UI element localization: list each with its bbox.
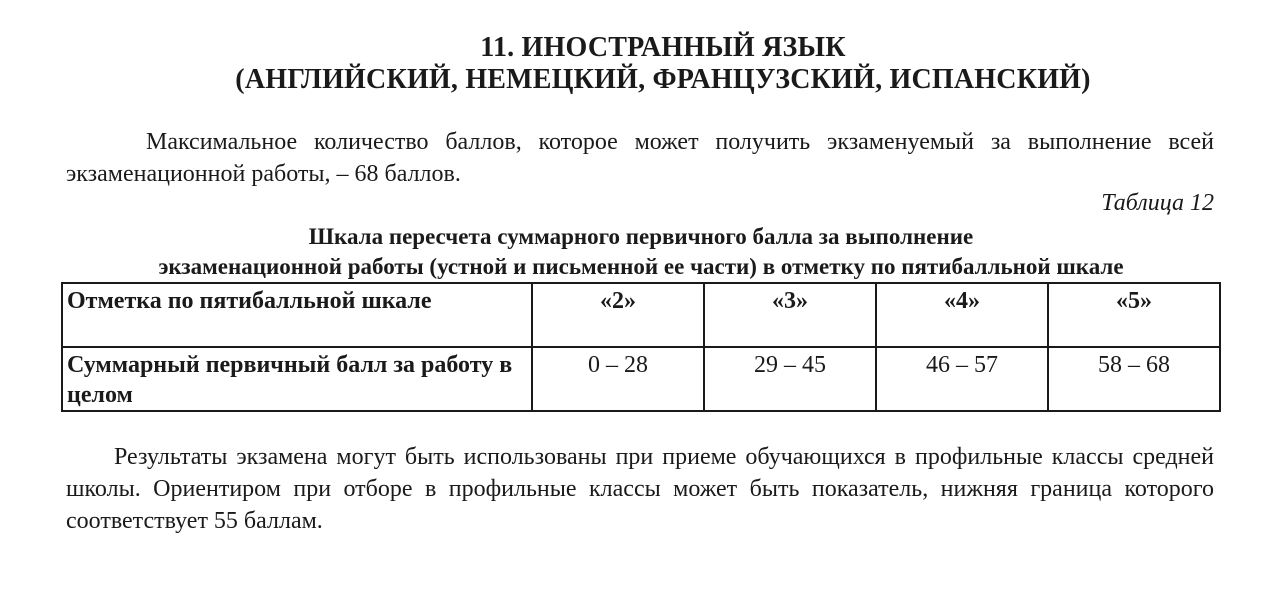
table-number: Таблица 12 <box>1101 190 1214 216</box>
score-range-4: 46 – 57 <box>876 347 1048 411</box>
grade-row-label: Отметка по пятибалльной шкале <box>62 283 532 347</box>
max-score-paragraph: Максимальное количество баллов, которое может получить экзаменуемый за выполнение всей экзаменационной работы, – 68 баллов. <box>66 129 1214 187</box>
score-row-label: Суммарный первичный балл за работу в целом <box>62 347 532 411</box>
table-caption-line-1: Шкала пересчета суммарного первичного балла за выполнение <box>308 224 974 249</box>
section-title: 11. ИНОСТРАННЫЙ ЯЗЫК <box>480 32 846 63</box>
score-range-3: 29 – 45 <box>704 347 876 411</box>
table-row-score <box>62 347 1220 411</box>
table-caption-line-2: экзаменационной работы (устной и письменной ее части) в отметку по пятибалльной шкале <box>158 254 1124 279</box>
table-caption <box>0 222 1280 282</box>
section-subtitle: (АНГЛИЙСКИЙ, НЕМЕЦКИЙ, ФРАНЦУЗСКИЙ, ИСПАНСКИЙ) <box>235 64 1091 95</box>
score-range-5: 58 – 68 <box>1048 347 1220 411</box>
section-heading <box>0 32 1280 96</box>
table-row-grade <box>62 283 1220 347</box>
grade-cell-2: «2» <box>532 283 704 347</box>
score-conversion-table <box>61 282 1221 412</box>
grade-cell-5: «5» <box>1048 283 1220 347</box>
results-usage-paragraph: Результаты экзамена могут быть использованы при приеме обучающихся в профильные классы средней школы. Ориентиром при отборе в профильные классы может быть показатель, нижняя граница которого соответствует 55 баллам. <box>66 444 1214 534</box>
grade-cell-4: «4» <box>876 283 1048 347</box>
grade-cell-3: «3» <box>704 283 876 347</box>
score-range-2: 0 – 28 <box>532 347 704 411</box>
